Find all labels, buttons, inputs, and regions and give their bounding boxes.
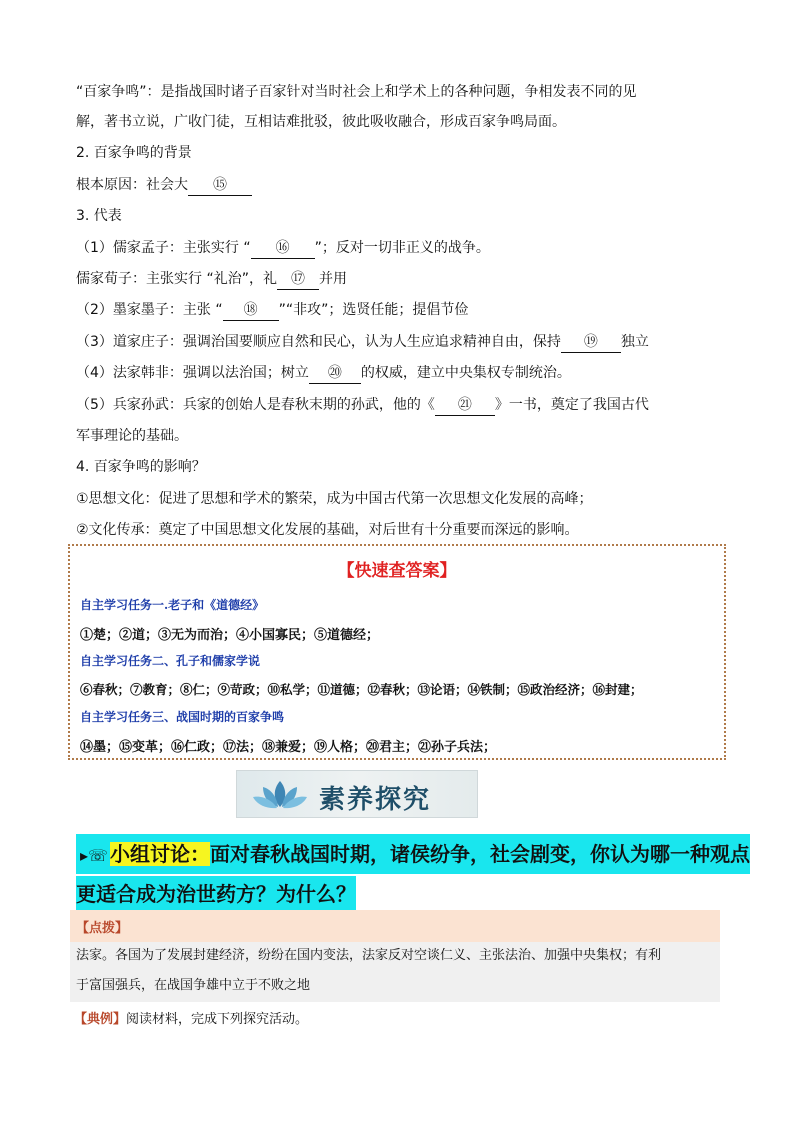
task-2-answers: ⑥春秋；⑦教育；⑧仁；⑨苛政；⑩私学；⑪道德；⑫春秋；⑬论语；⑭铁制；⑮政治经济；⑯封建； [80, 682, 643, 697]
impact-item-1: ①思想文化：促进了思想和学术的繁荣，成为中国古代第一次思想文化发展的高峰； [76, 491, 593, 507]
discussion-question-1: 面对春秋战国时期，诸侯纷争，社会剧变，你认为哪一种观点 [210, 842, 751, 866]
sunwu-suffix: 》一书，奠定了我国古代 [494, 397, 649, 413]
section-4-heading: 4. 百家争鸣的影响？ [76, 459, 206, 475]
xunzi-suffix: 并用 [318, 271, 347, 287]
zhuangzi-suffix: 独立 [620, 334, 649, 350]
sunwu-label: （5）兵家孙武：兵家的创始人是春秋末期的孙武，他的《 [76, 397, 435, 413]
xunzi-label: 儒家荀子：主张实行 “礼治”，礼 [76, 271, 277, 287]
blank-19: ⑲ [561, 332, 621, 353]
task-1-answers: ①楚；②道；③无为而治；④小国寡民；⑤道德经； [80, 628, 380, 643]
intro-line-2: 解，著书立说，广收门徒，互相诘难批驳，彼此吸收融合，形成百家争鸣局面。 [76, 114, 566, 130]
sunwu-line [76, 395, 649, 416]
discussion-line-1 [76, 834, 750, 874]
example-line [74, 1010, 308, 1030]
zhuangzi-label: （3）道家庄子：强调治国要顺应自然和民心，认为人生应追求精神自由，保持 [76, 334, 561, 350]
hanfei-label: （4）法家韩非：强调以法治国；树立 [76, 365, 309, 381]
task-1-heading: 自主学习任务一.老子和《道德经》 [80, 598, 265, 612]
telephone-icon: ▸☏ [80, 846, 109, 865]
hanfei-suffix: 的权威，建立中央集权专制统治。 [360, 365, 571, 381]
blank-21: ㉑ [435, 395, 495, 416]
mencius-label: （1）儒家孟子：主张实行 “ [76, 240, 251, 256]
blank-18: ⑱ [223, 300, 279, 321]
mozi-label: （2）墨家墨子：主张 “ [76, 302, 223, 318]
literacy-banner [236, 770, 478, 818]
discussion-label: 小组讨论： [110, 842, 211, 866]
example-label: 【典例】 [74, 1012, 127, 1027]
lotus-icon [251, 777, 309, 811]
example-text: 阅读材料，完成下列探究活动。 [126, 1012, 309, 1027]
task-3-answers: ⑭墨；⑮变革；⑯仁政；⑰法；⑱兼爱；⑲人格；⑳君主；㉑孙子兵法； [80, 740, 497, 755]
mencius-line [76, 238, 490, 259]
impact-item-2: ②文化传承：奠定了中国思想文化发展的基础，对后世有十分重要而深远的影响。 [76, 522, 579, 538]
section-3-heading: 3. 代表 [76, 208, 122, 224]
hanfei-line [76, 363, 571, 384]
task-2-heading: 自主学习任务二、孔子和儒家学说 [80, 654, 261, 668]
sunwu-line-2: 军事理论的基础。 [76, 428, 188, 444]
tip-body [70, 942, 720, 1002]
tip-label: 【点拨】 [76, 921, 129, 936]
blank-15: ⑮ [188, 175, 252, 196]
blank-16: ⑯ [251, 238, 315, 259]
tip-line-1: 法家。各国为了发展封建经济，纷纷在国内变法，法家反对空谈仁义、主张法治、加强中央集权；有利 [76, 948, 662, 963]
quick-answer-box [68, 544, 726, 760]
zhuangzi-line [76, 332, 649, 353]
discussion-question-2: 更适合成为治世药方？为什么？ [76, 882, 356, 906]
task-3-heading: 自主学习任务三、战国时期的百家争鸣 [80, 710, 285, 724]
xunzi-line [76, 269, 347, 290]
tip-line-2: 于富国强兵，在战国争雄中立于不败之地 [76, 978, 311, 993]
mozi-suffix: ”“非攻”；选贤任能；提倡节俭 [278, 302, 469, 318]
mencius-suffix: ”；反对一切非正义的战争。 [314, 240, 490, 256]
mozi-line [76, 300, 468, 321]
tip-header [70, 910, 720, 942]
blank-20: ⑳ [309, 363, 361, 384]
root-cause-label: 根本原因：社会大 [76, 177, 188, 193]
discussion-line-2 [76, 876, 356, 912]
quick-answer-title: 【快速查答案】 [337, 561, 457, 581]
literacy-banner-title: 素养探究 [319, 785, 432, 815]
intro-line-1: “百家争鸣”：是指战国时诸子百家针对当时社会上和学术上的各种问题，争相发表不同的见 [76, 84, 637, 100]
section-2-heading: 2. 百家争鸣的背景 [76, 145, 192, 161]
root-cause-line [76, 175, 252, 196]
blank-17: ⑰ [277, 269, 319, 290]
